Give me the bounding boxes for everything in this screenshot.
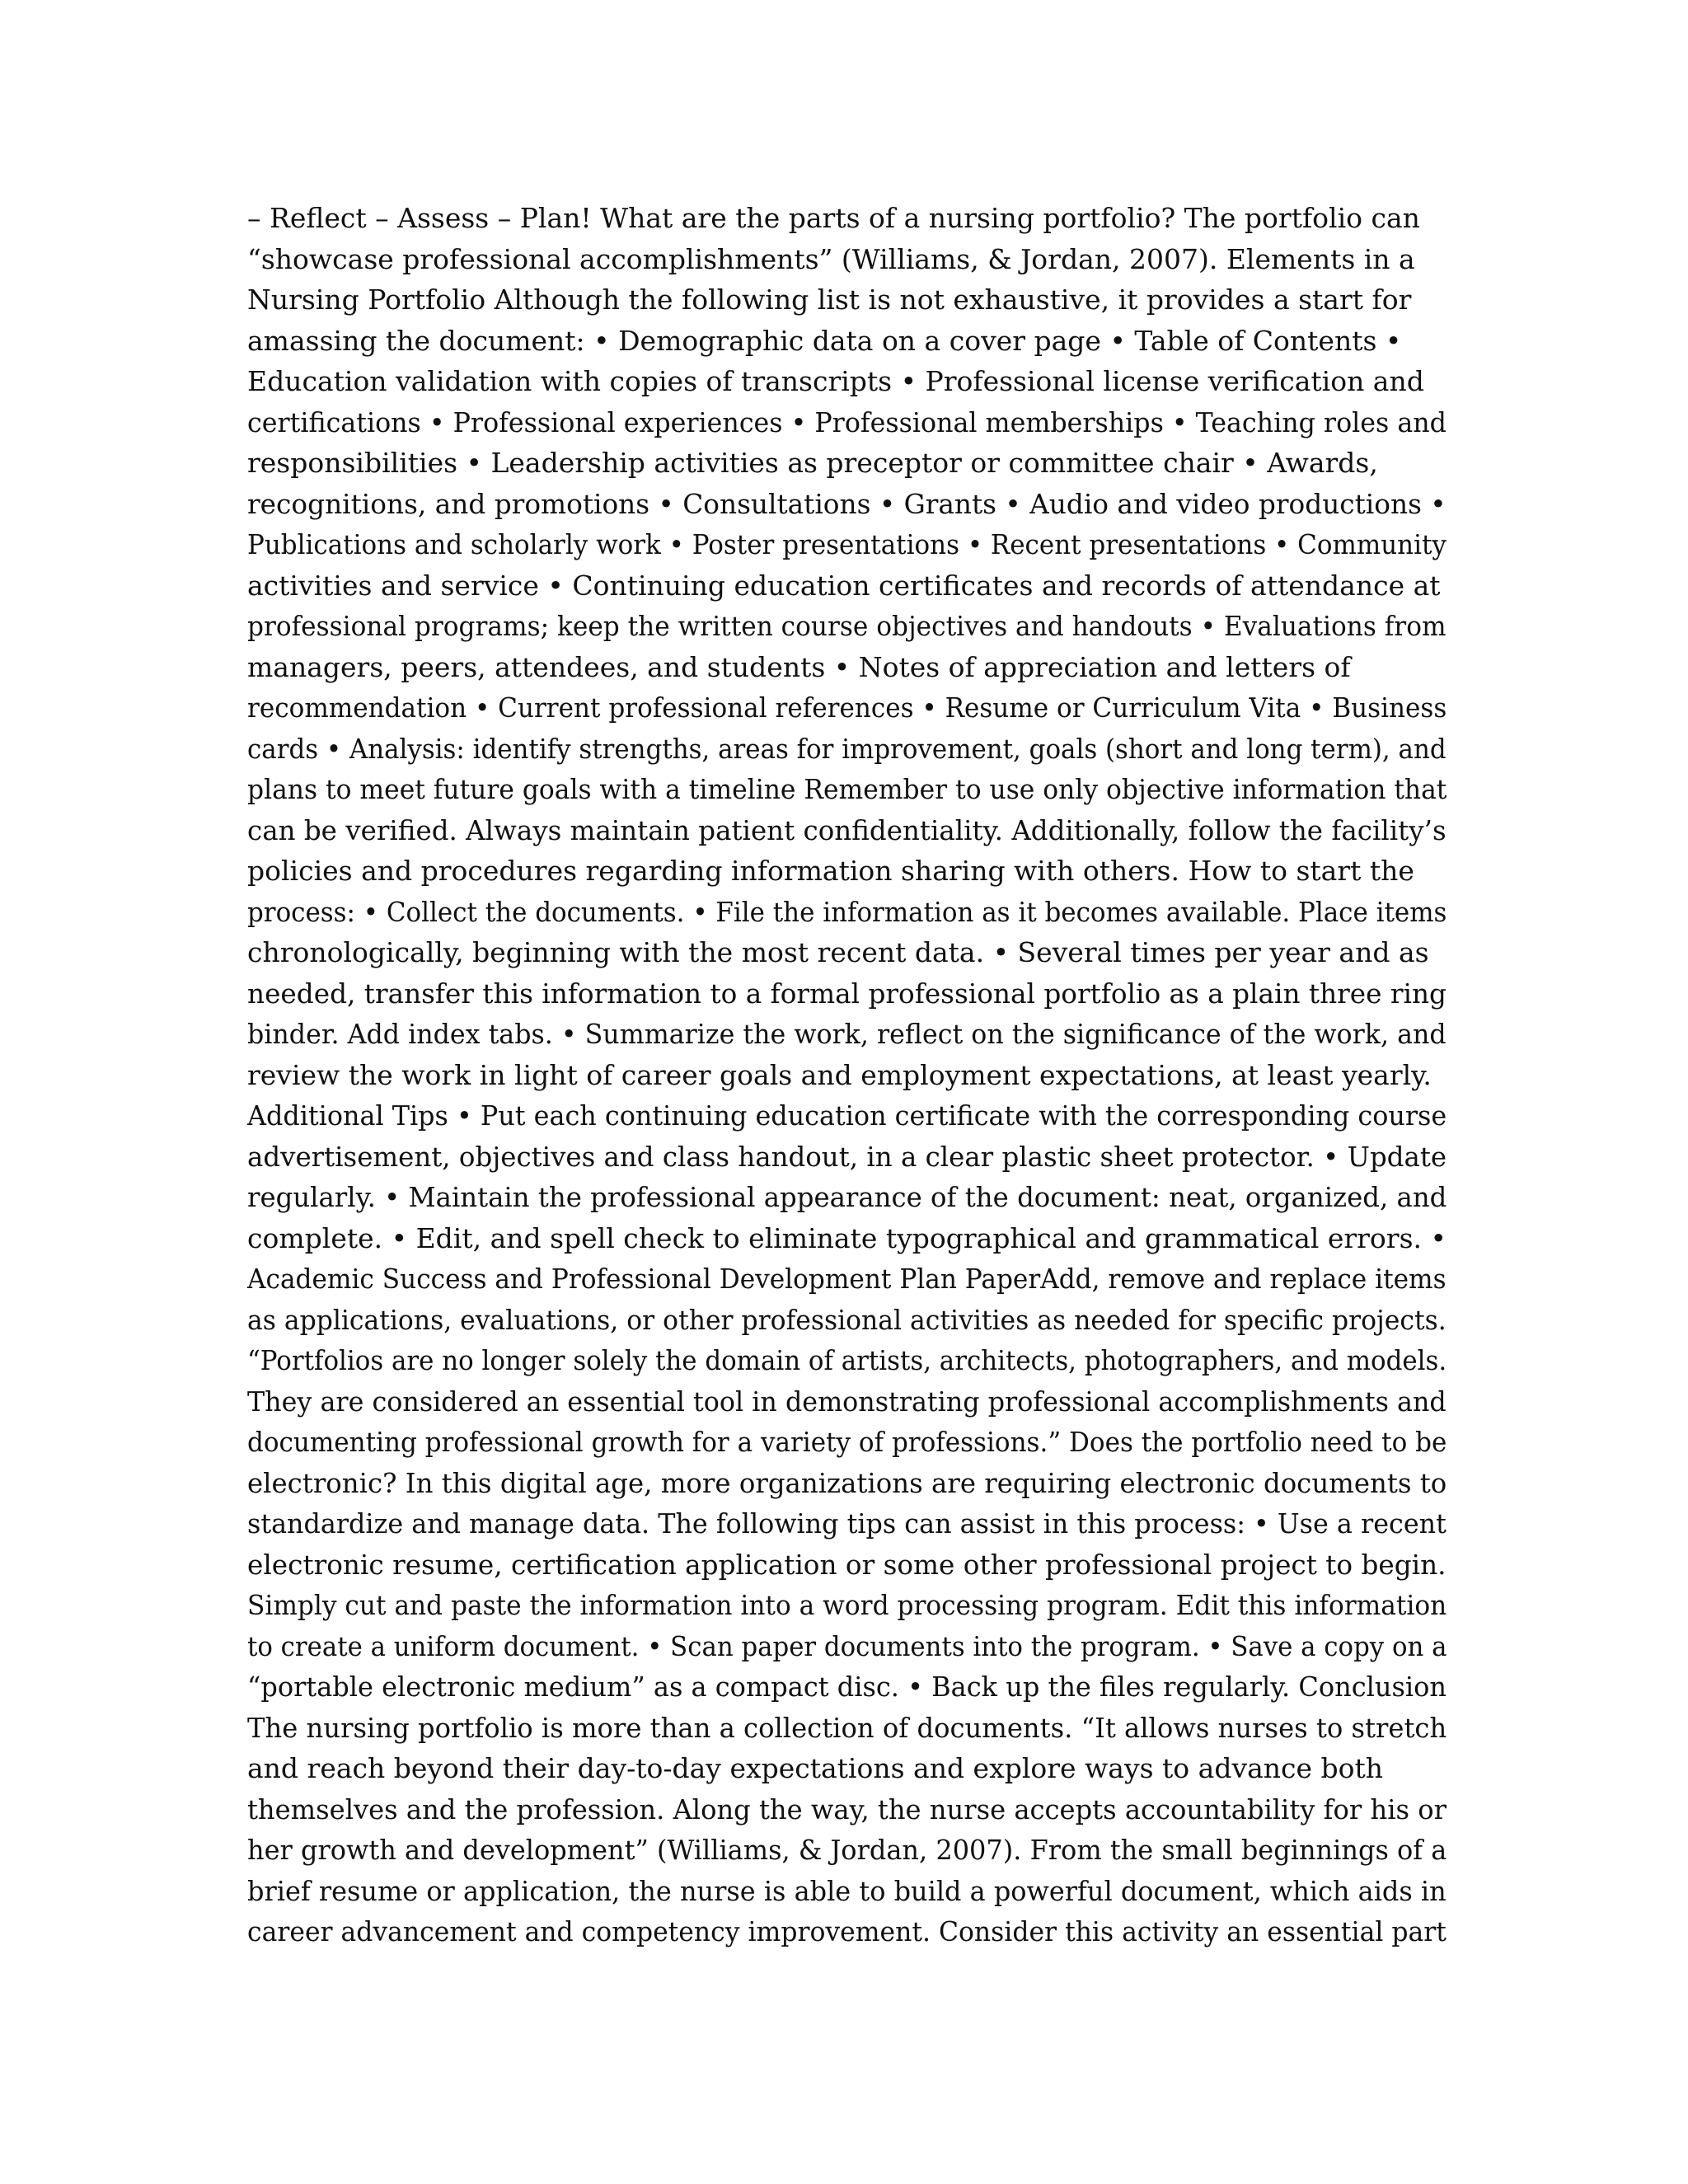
text-line: advertisement, objectives and class handout, in a clear plastic sheet protector. • Update xyxy=(247,1140,1447,1173)
text-line: managers, peers, attendees, and students • Notes of appreciation and letters of xyxy=(247,650,1351,683)
text-line: themselves and the profession. Along the way, the nurse accepts accountability for his or xyxy=(247,1793,1447,1825)
text-line: amassing the document: • Demographic data on a cover page • Table of Contents • xyxy=(247,324,1402,357)
text-line: Academic Success and Professional Development Plan PaperAdd, remove and replace items xyxy=(247,1263,1447,1295)
text-line: Additional Tips • Put each continuing education certificate with the corresponding course xyxy=(247,1099,1447,1132)
text-line: electronic? In this digital age, more organizations are requiring electronic documents to xyxy=(247,1466,1447,1499)
text-line: brief resume or application, the nurse is able to build a powerful document, which aids in xyxy=(247,1874,1447,1907)
text-line: regularly. • Maintain the professional appearance of the document: neat, organized, and xyxy=(247,1181,1447,1213)
text-line: cards • Analysis: identify strengths, areas for improvement, goals (short and long term), and xyxy=(247,732,1447,765)
text-line: career advancement and competency improvement. Consider this activity an essential part xyxy=(247,1915,1447,1947)
text-line: as applications, evaluations, or other professional activities as needed for specific projects. xyxy=(247,1303,1447,1336)
text-line: standardize and manage data. The following tips can assist in this process: • Use a recent xyxy=(247,1507,1447,1540)
text-line: policies and procedures regarding information sharing with others. How to start the xyxy=(247,855,1414,887)
text-line: The nursing portfolio is more than a collection of documents. “It allows nurses to stretch xyxy=(247,1711,1447,1744)
text-line: Education validation with copies of transcripts • Professional license verification and xyxy=(247,365,1424,397)
text-line: plans to meet future goals with a timeline Remember to use only objective information that xyxy=(247,773,1447,805)
text-line: “portable electronic medium” as a compact disc. • Back up the files regularly. Conclusion xyxy=(247,1671,1447,1703)
text-line: documenting professional growth for a variety of professions.” Does the portfolio need to be xyxy=(247,1426,1447,1458)
text-line: binder. Add index tabs. • Summarize the work, reflect on the significance of the work, and xyxy=(247,1018,1447,1050)
text-line: recommendation • Current professional references • Resume or Curriculum Vita • Business xyxy=(247,691,1447,724)
text-line: – Reflect – Assess – Plan! What are the parts of a nursing portfolio? The portfolio can xyxy=(247,202,1420,234)
text-line: complete. • Edit, and spell check to eliminate typographical and grammatical errors. • xyxy=(247,1221,1447,1254)
text-line: her growth and development” (Williams, & Jordan, 2007). From the small beginnings of a xyxy=(247,1834,1447,1866)
text-line: “showcase professional accomplishments” (Williams, & Jordan, 2007). Elements in a xyxy=(247,242,1415,275)
text-line: certifications • Professional experiences • Professional memberships • Teaching roles and xyxy=(247,405,1447,438)
text-line: Publications and scholarly work • Poster presentations • Recent presentations • Community xyxy=(247,528,1447,560)
text-line: activities and service • Continuing education certificates and records of attendance at xyxy=(247,569,1441,602)
text-line: chronologically, beginning with the most recent data. • Several times per year and as xyxy=(247,936,1429,968)
text-line: review the work in light of career goals and employment expectations, at least yearly. xyxy=(247,1058,1432,1091)
text-line: and reach beyond their day-to-day expectations and explore ways to advance both xyxy=(247,1752,1384,1784)
text-line: can be verified. Always maintain patient confidentiality. Additionally, follow the facility’s xyxy=(247,813,1447,846)
text-line: responsibilities • Leadership activities as preceptor or committee chair • Awards, xyxy=(247,447,1378,479)
text-line: professional programs; keep the written course objectives and handouts • Evaluations from xyxy=(247,610,1447,642)
text-line: electronic resume, certification application or some other professional project to begin. xyxy=(247,1548,1447,1581)
text-line: needed, transfer this information to a formal professional portfolio as a plain three ring xyxy=(247,977,1447,1010)
body-paragraph xyxy=(247,198,1447,1952)
text-line: recognitions, and promotions • Consultations • Grants • Audio and video productions • xyxy=(247,487,1447,520)
text-line: process: • Collect the documents. • File the information as it becomes available. Place items xyxy=(247,895,1447,928)
text-line: Simply cut and paste the information into a word processing program. Edit this information xyxy=(247,1589,1447,1621)
text-line: They are considered an essential tool in demonstrating professional accomplishments and xyxy=(247,1385,1447,1418)
text-line: Nursing Portfolio Although the following list is not exhaustive, it provides a start for xyxy=(247,284,1412,316)
text-line: “Portfolios are no longer solely the domain of artists, architects, photographers, and models. xyxy=(247,1344,1447,1376)
text-line: to create a uniform document. • Scan paper documents into the program. • Save a copy on a xyxy=(247,1629,1447,1662)
